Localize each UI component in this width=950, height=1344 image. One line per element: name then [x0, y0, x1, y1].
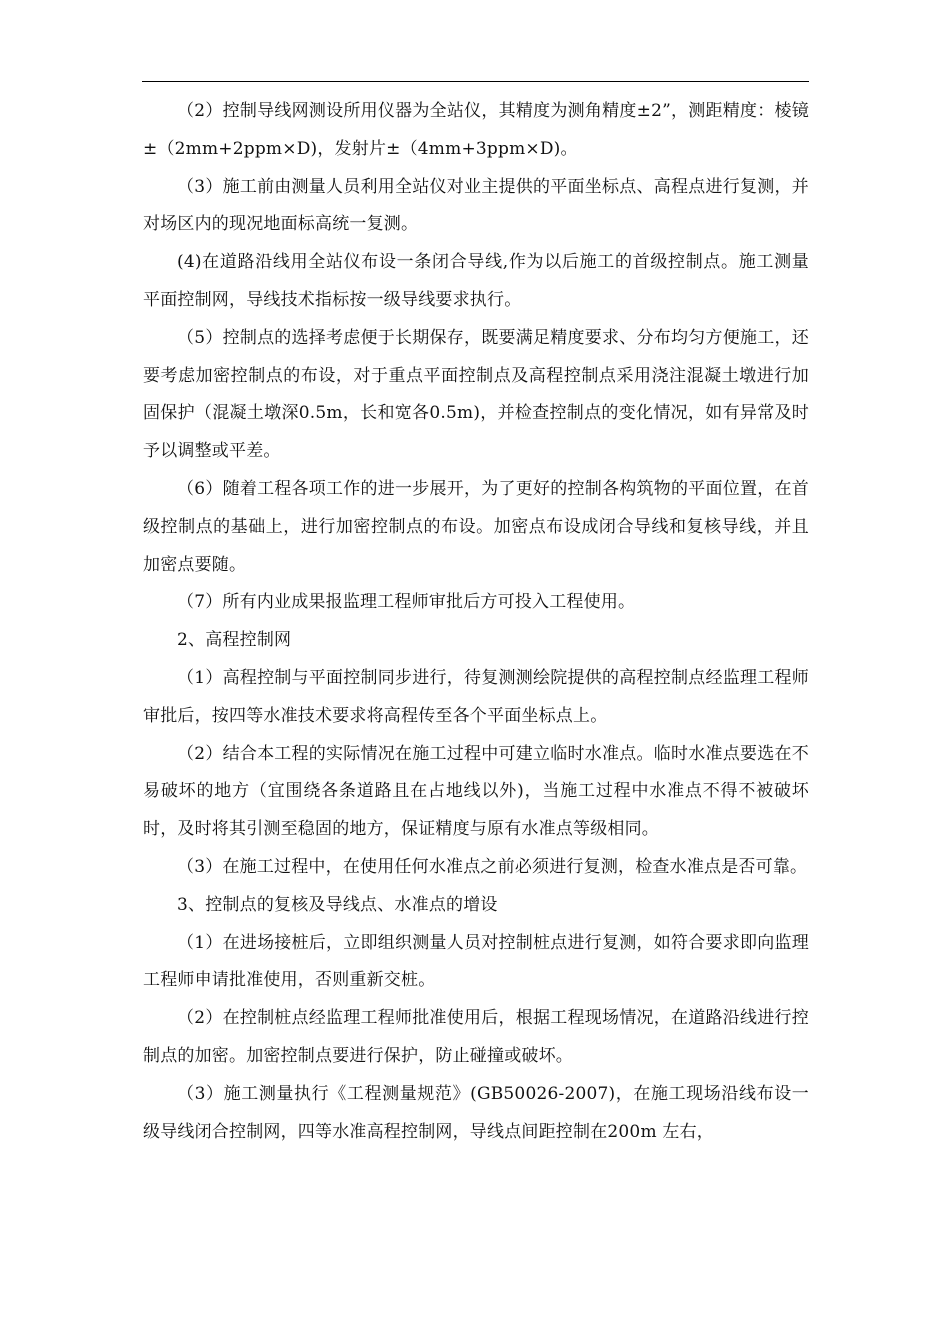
- paragraph-control-densification: （2）在控制桩点经监理工程师批准使用后，根据工程现场情况，在道路沿线进行控制点的加密。加密控制点要进行保护，防止碰撞或破坏。: [143, 1008, 809, 1066]
- paragraph-instrument-precision: （2）控制导线网测设所用仪器为全站仪，其精度为测角精度±2”，测距精度：棱镜±（2mm+2ppm×D)，发射片±（4mm+3ppm×D)。: [143, 101, 809, 159]
- paragraph-pre-construction-survey: （3）施工前由测量人员利用全站仪对业主提供的平面坐标点、高程点进行复测，并对场区内的现况地面标高统一复测。: [143, 176, 809, 235]
- paragraph-closed-traverse: (4)在道路沿线用全站仪布设一条闭合导线,作为以后施工的首级控制点。施工测量平面控制网，导线技术指标按一级导线要求执行。: [143, 252, 809, 310]
- paragraph-elevation-sync: （1）高程控制与平面控制同步进行，待复测测绘院提供的高程控制点经监理工程师审批后，按四等水准技术要求将高程传至各个平面坐标点上。: [143, 667, 809, 726]
- paragraph-benchmark-recheck: （3）在施工过程中，在使用任何水准点之前必须进行复测，检查水准点是否可靠。: [177, 856, 808, 877]
- document-body: [143, 93, 809, 1151]
- paragraph-densification: （6）随着工程各项工作的进一步展开，为了更好的控制各构筑物的平面位置，在首级控制点的基础上，进行加密控制点的布设。加密点布设成闭合导线和复核导线，并且加密点要随。: [143, 478, 809, 575]
- paragraph-temporary-benchmark: （2）结合本工程的实际情况在施工过程中可建立临时水准点。临时水准点要选在不易破坏的地方（宜围绕各条道路且在占地线以外)，当施工过程中水准点不得不被破坏时，及时将其引测至稳固的地方，保证精度与原有水准点等级相同。: [143, 743, 809, 840]
- section-heading-elevation-network: 2、高程控制网: [177, 630, 292, 651]
- paragraph-approval: （7）所有内业成果报监理工程师审批后方可投入工程使用。: [177, 592, 636, 613]
- paragraph-survey-code: （3）施工测量执行《工程测量规范》(GB50026-2007)，在施工现场沿线布设一级导线闭合控制网，四等水准高程控制网，导线点间距控制在200m 左右，: [143, 1083, 809, 1142]
- section-heading-control-point-review: 3、控制点的复核及导线点、水准点的增设: [177, 894, 498, 915]
- header-rule: [142, 81, 809, 82]
- paragraph-stake-handover: （1）在进场接桩后，立即组织测量人员对控制桩点进行复测，如符合要求即向监理工程师申请批准使用，否则重新交桩。: [143, 932, 809, 991]
- paragraph-control-point-selection: （5）控制点的选择考虑便于长期保存，既要满足精度要求、分布均匀方便施工，还要考虑加密控制点的布设，对于重点平面控制点及高程控制点采用浇注混凝土墩进行加固保护（混凝土墩深0.5m，长和宽各0.5m)，并检查控制点的变化情况，如有异常及时予以调整或平差。: [143, 327, 809, 462]
